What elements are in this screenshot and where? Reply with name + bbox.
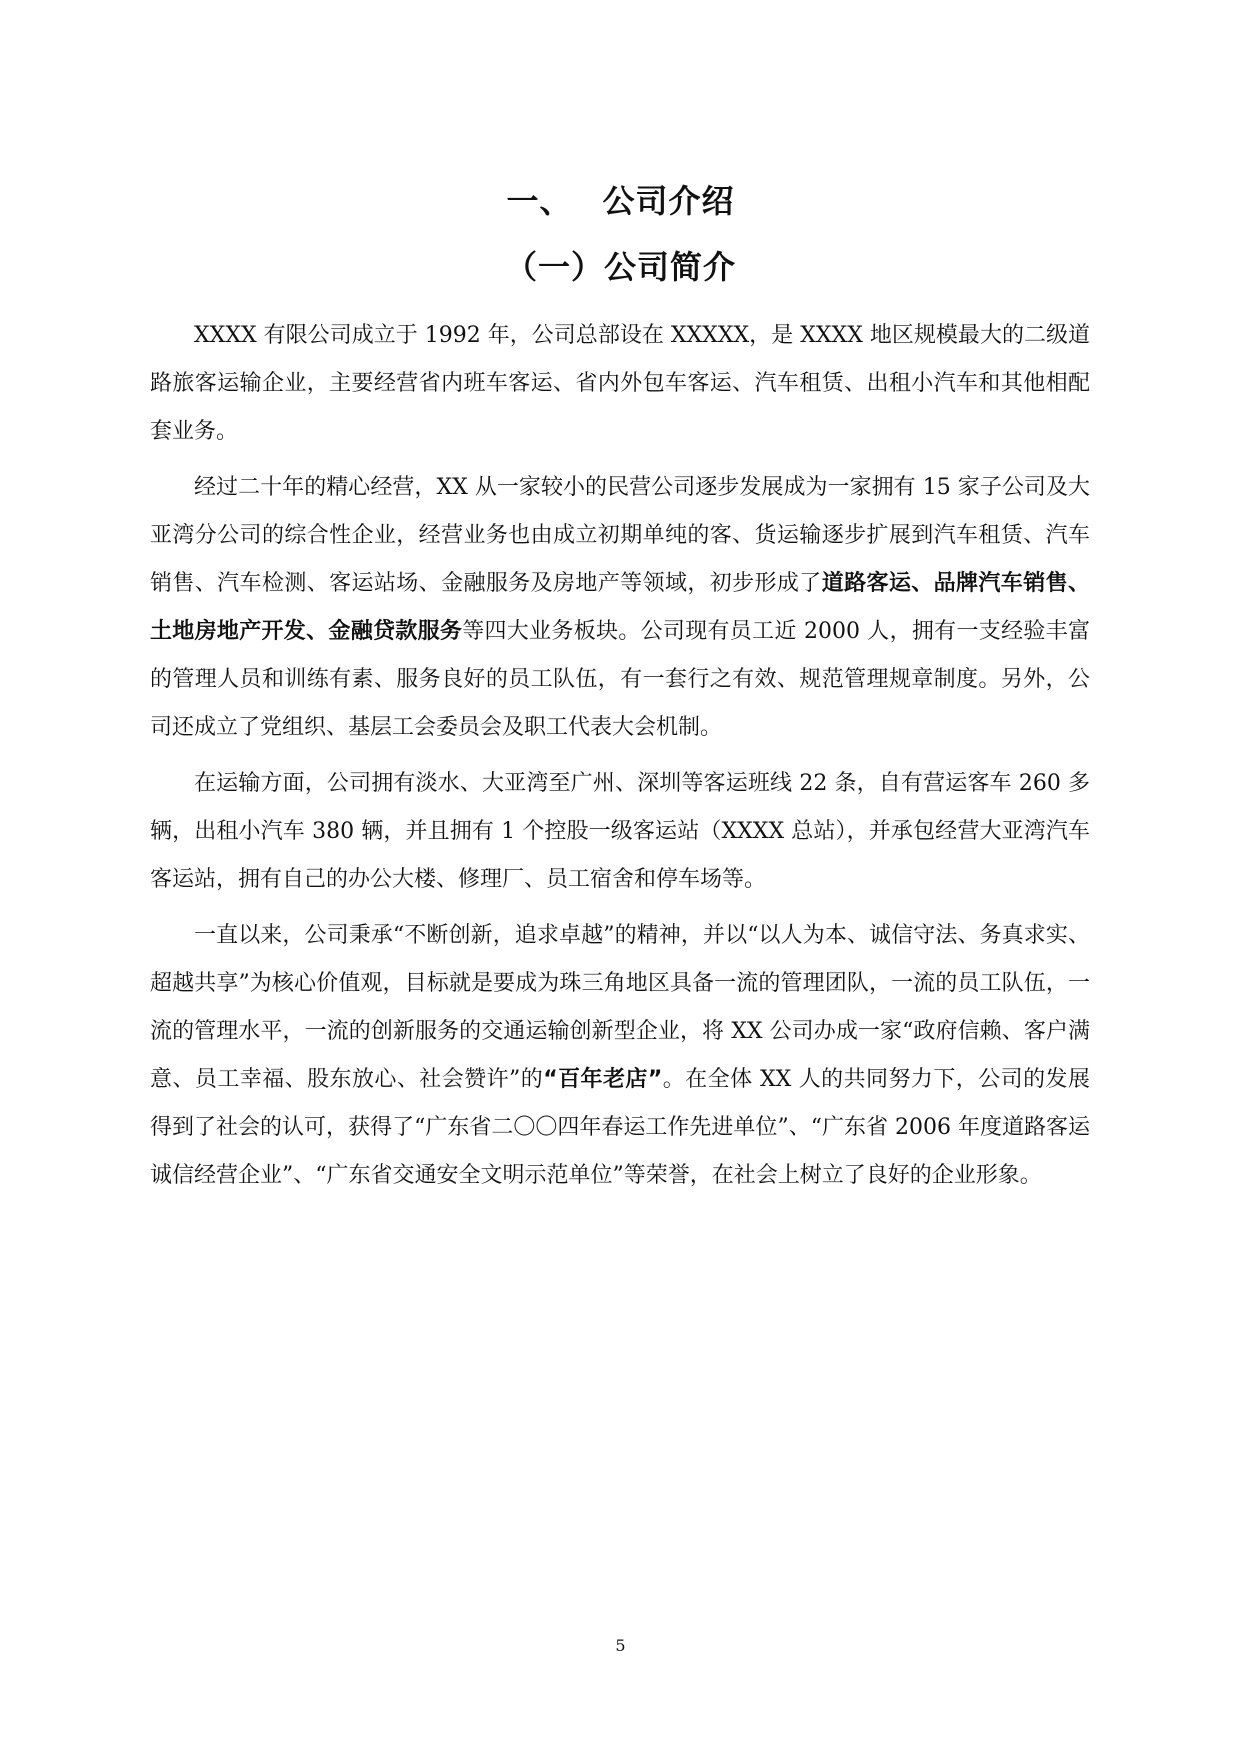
paragraph-transport: 在运输方面，公司拥有淡水、大亚湾至广州、深圳等客运班线 22 条，自有营运客车 260 多辆，出租小汽车 380 辆，并且拥有 1 个控股一级客运站（XXXX 总站），并承包经营大亚湾汽车客运站，拥有自己的办公大楼、修理厂、员工宿舍和停车场等。 <box>150 771 1090 892</box>
paragraph-history-text-end: 等四大业务板块。公司现有员工近 2000 人，拥有一支经验丰富的管理人员和训练有素、服务良好的员工队伍，有一套行之有效、规范管理规章制度。另外，公司还成立了党组织、基层工会委员会及职工代表大会机制。 <box>150 619 1090 740</box>
subsection-heading: （一）公司简介 <box>504 248 736 286</box>
paragraph-history-text-start: 经过二十年的精心经营，XX 从一家较小的民营公司逐步发展成为一家拥有 15 家子公司及大亚湾分公司的综合性企业，经营业务也由成立初期单纯的客、货运输逐步扩展到汽车租赁、汽车销售、汽车检测、客运站场、金融服务及房地产等领域，初步形成了 <box>150 475 1090 596</box>
section-number: 一、 <box>506 182 573 220</box>
section-heading <box>0 178 1241 224</box>
body-text <box>150 312 1090 1200</box>
paragraph-values-text-end: 。在全体 XX 人的共同努力下，公司的发展得到了社会的认可，获得了“广东省二〇〇四年春运工作先进单位”、“广东省 2006 年度道路客运诚信经营企业”、“广东省交通安全文明示范单位”等荣誉，在社会上树立了良好的企业形象。 <box>150 1067 1091 1188</box>
page-number: 5 <box>615 1636 626 1655</box>
business-segments-emphasis: 道路客运、品牌汽车销售、土地房地产开发、金融贷款服务 <box>150 571 1090 644</box>
paragraph-intro: XXXX 有限公司成立于 1992 年，公司总部设在 XXXXX，是 XXXX 地区规模最大的二级道路旅客运输企业，主要经营省内班车客运、省内外包车客运、汽车租赁、出租小汽车和其他相配套业务。 <box>150 323 1090 444</box>
paragraph-values <box>150 912 1090 1200</box>
century-store-emphasis: “百年老店” <box>543 1067 663 1092</box>
paragraph-values-text-start: 一直以来，公司秉承“不断创新，追求卓越”的精神，并以“以人为本、诚信守法、务真求实、超越共享”为核心价值观，目标就是要成为珠三角地区具备一流的管理团队，一流的员工队伍，一流的管理水平，一流的创新服务的交通运输创新型企业，将 XX 公司办成一家“政府信赖、客户满意、员工幸福、股东放心、社会赞许”的 <box>150 923 1090 1092</box>
paragraph-history <box>150 464 1090 752</box>
section-title: 公司介绍 <box>602 182 735 220</box>
